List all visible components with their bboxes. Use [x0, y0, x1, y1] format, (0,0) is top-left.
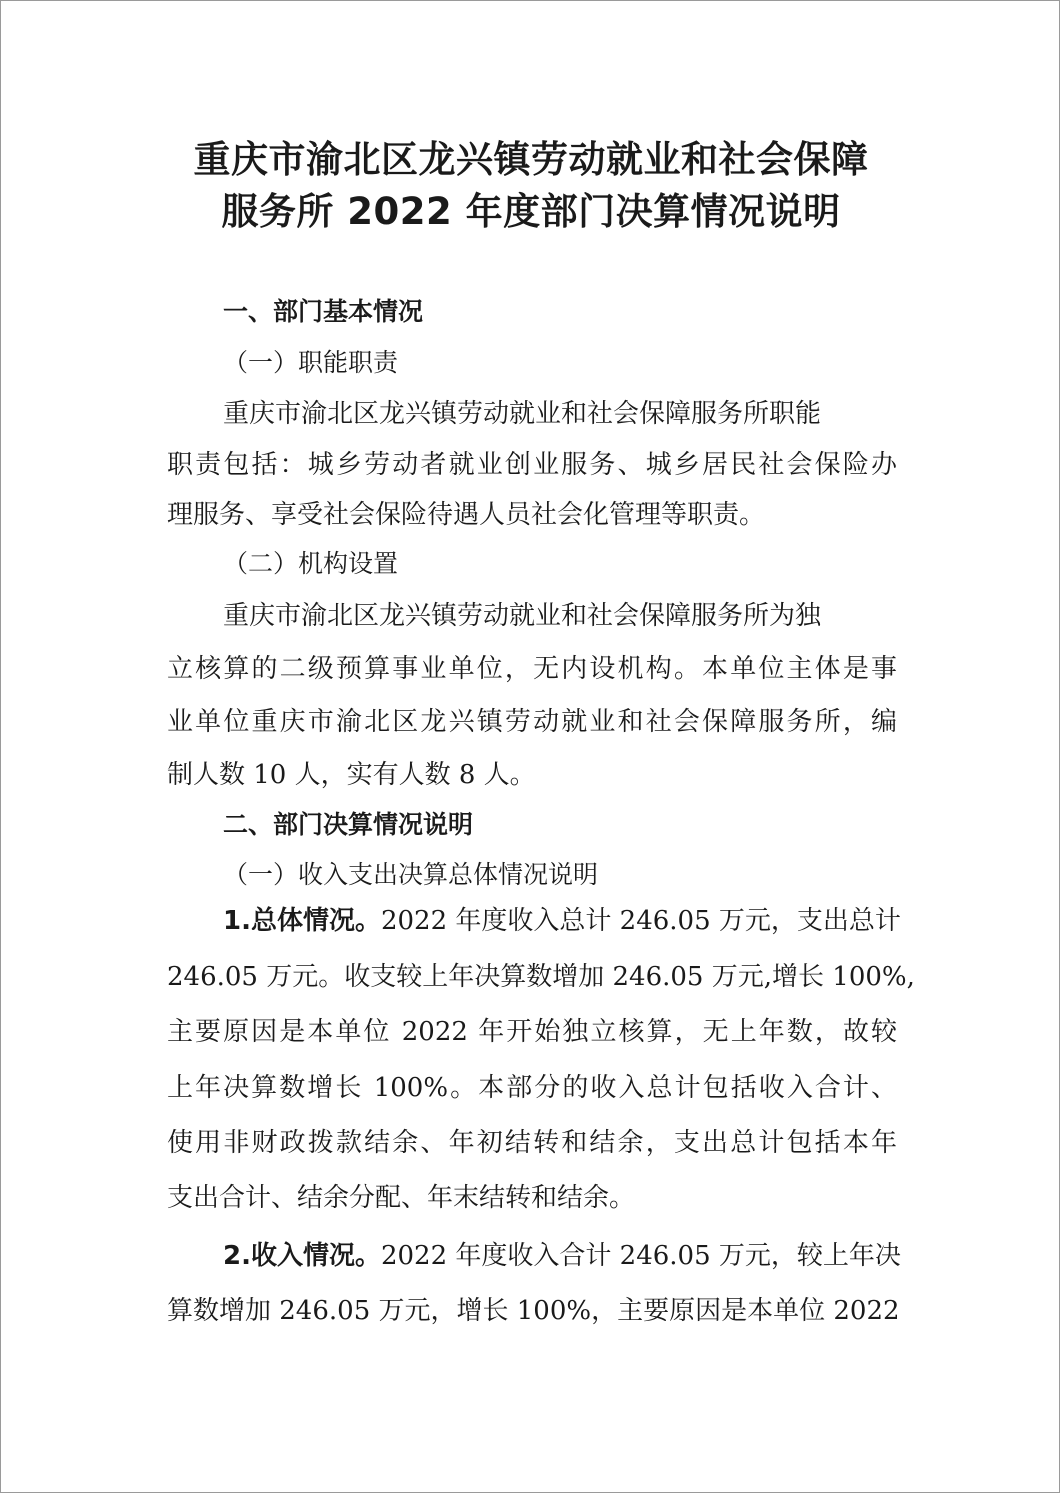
paragraph-line: 理服务、享受社会保险待遇人员社会化管理等职责。	[167, 500, 766, 530]
paragraph-line: 立核算的二级预算事业单位，无内设机构。本单位主体是事	[167, 654, 897, 684]
paragraph-line: 制人数 10 人，实有人数 8 人。	[167, 760, 536, 790]
paragraph-line: 算数增加 246.05 万元，增长 100%，主要原因是本单位 2022	[167, 1296, 900, 1326]
paragraph-line-income	[223, 1239, 901, 1273]
lead-income: 2.收入情况。	[223, 1241, 381, 1271]
section-heading-final-accounts: 二、部门决算情况说明	[223, 810, 474, 839]
paragraph-line: 主要原因是本单位 2022 年开始独立核算，无上年数，故较	[167, 1017, 897, 1047]
subsection-heading-organization: （二）机构设置	[223, 549, 399, 578]
paragraph-line: 职责包括：城乡劳动者就业创业服务、城乡居民社会保险办	[167, 450, 897, 480]
subsection-heading-income-expense: （一）收入支出决算总体情况说明	[223, 860, 599, 889]
document-title-line-1: 重庆市渝北区龙兴镇劳动就业和社会保障	[193, 138, 869, 181]
paragraph-line: 业单位重庆市渝北区龙兴镇劳动就业和社会保障服务所，编	[167, 707, 897, 737]
paragraph-line-overall	[223, 904, 901, 938]
paragraph-line: 重庆市渝北区龙兴镇劳动就业和社会保障服务所职能	[223, 399, 822, 429]
paragraph-line: 上年决算数增长 100%。本部分的收入总计包括收入合计、	[167, 1073, 897, 1103]
section-heading-basic-info: 一、部门基本情况	[223, 297, 424, 326]
lead-overall: 1.总体情况。	[223, 906, 381, 936]
paragraph-line: 246.05 万元。收支较上年决算数增加 246.05 万元,增长 100%,	[167, 962, 915, 992]
paragraph-line: 使用非财政拨款结余、年初结转和结余，支出总计包括本年	[167, 1128, 897, 1158]
paragraph-text: 2022 年度收入合计 246.05 万元，较上年决	[380, 1241, 901, 1271]
subsection-heading-functions: （一）职能职责	[223, 348, 399, 377]
paragraph-text: 2022 年度收入总计 246.05 万元，支出总计	[380, 906, 901, 936]
paragraph-line: 支出合计、结余分配、年末结转和结余。	[167, 1183, 636, 1213]
document-title-line-2: 服务所 2022 年度部门决算情况说明	[221, 190, 841, 233]
paragraph-line: 重庆市渝北区龙兴镇劳动就业和社会保障服务所为独	[223, 601, 822, 631]
